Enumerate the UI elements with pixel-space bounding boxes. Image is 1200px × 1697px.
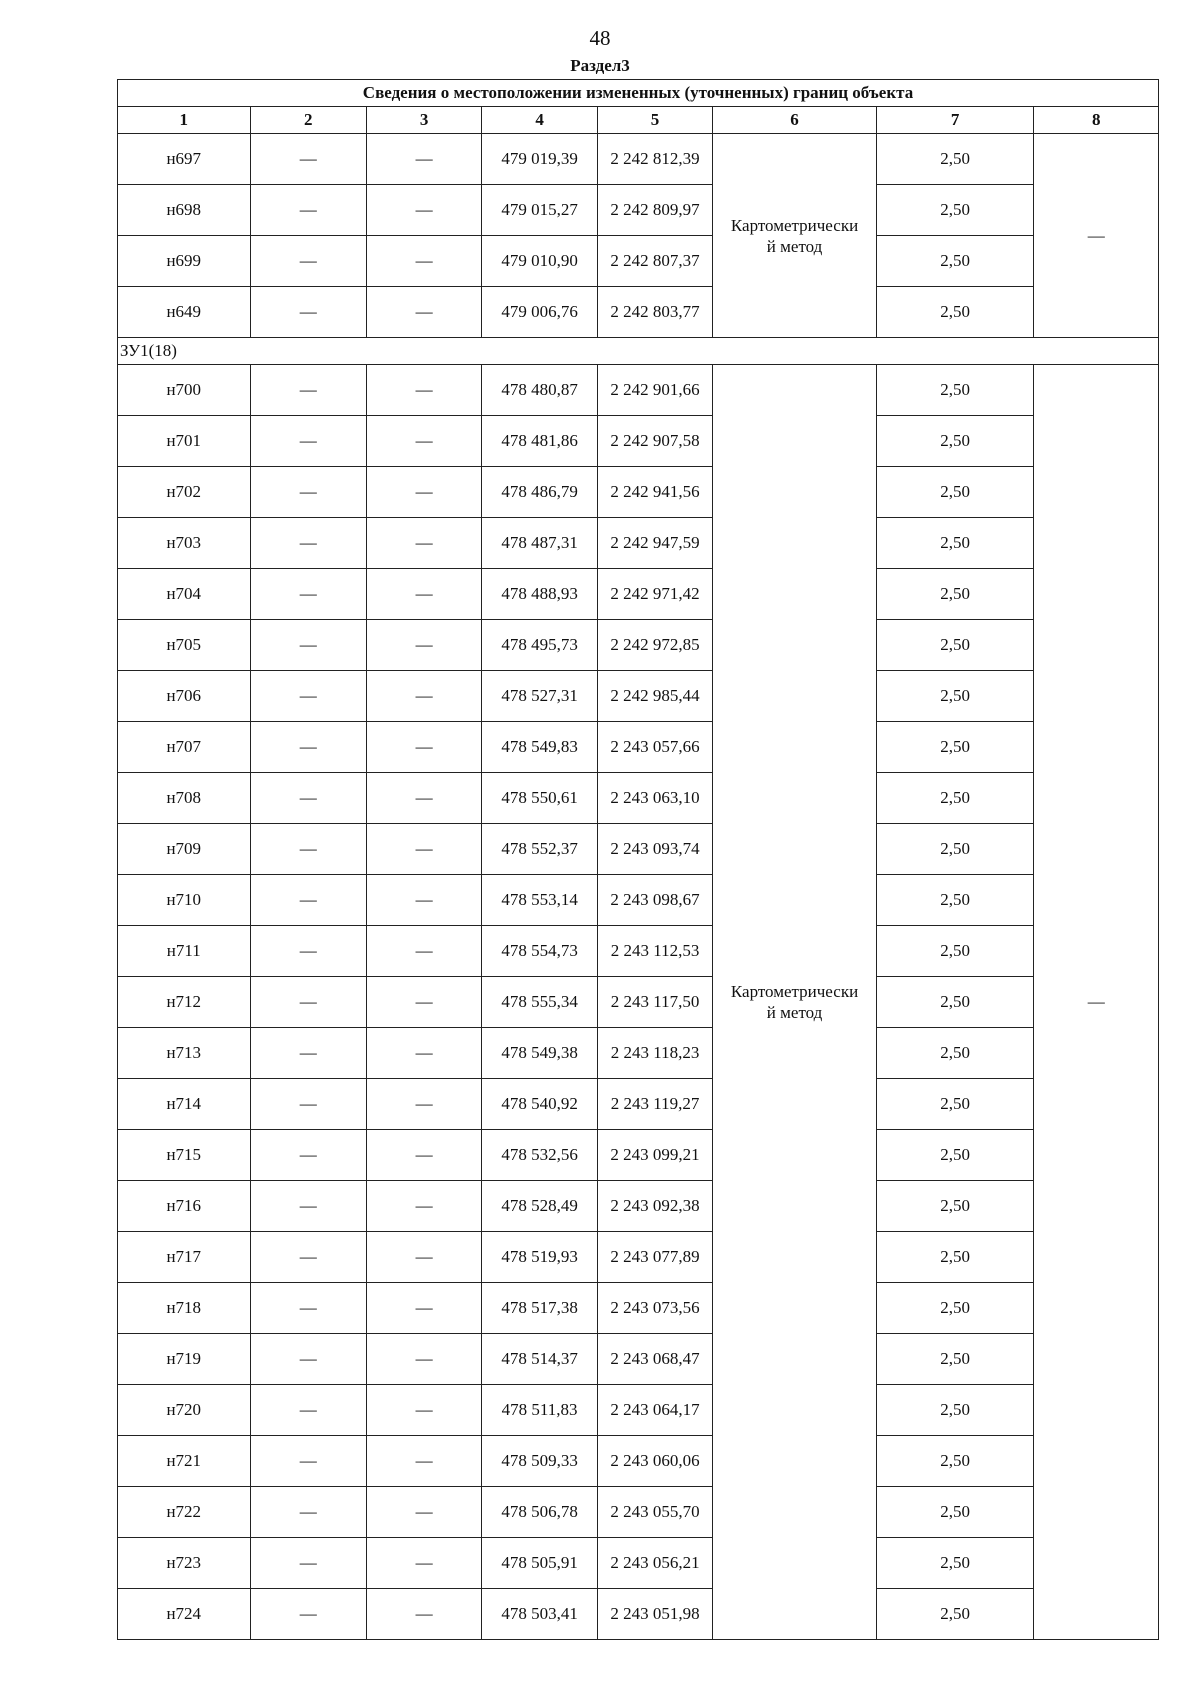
point-name-cell: н719 — [118, 1334, 251, 1385]
y-coordinate-cell: 2 243 092,38 — [597, 1181, 712, 1232]
point-name-cell: н701 — [118, 416, 251, 467]
table-row — [118, 236, 1159, 287]
column-8-cell: — — [1034, 365, 1159, 1640]
y-coordinate-cell: 2 242 941,56 — [597, 467, 712, 518]
table-row — [118, 671, 1159, 722]
accuracy-cell: 2,50 — [876, 416, 1034, 467]
column-3-cell: — — [366, 1334, 481, 1385]
column-2-cell: — — [250, 134, 366, 185]
column-2-cell: — — [250, 569, 366, 620]
accuracy-cell: 2,50 — [876, 1283, 1034, 1334]
column-2-cell: — — [250, 1130, 366, 1181]
accuracy-cell: 2,50 — [876, 287, 1034, 338]
column-3-cell: — — [366, 1436, 481, 1487]
table-row — [118, 773, 1159, 824]
column-2-cell: — — [250, 1487, 366, 1538]
y-coordinate-cell: 2 243 063,10 — [597, 773, 712, 824]
y-coordinate-cell: 2 243 118,23 — [597, 1028, 712, 1079]
x-coordinate-cell: 479 015,27 — [482, 185, 597, 236]
table-row — [118, 1130, 1159, 1181]
column-3-cell: — — [366, 671, 481, 722]
column-number-2: 2 — [250, 107, 366, 134]
column-3-cell: — — [366, 467, 481, 518]
y-coordinate-cell: 2 243 056,21 — [597, 1538, 712, 1589]
x-coordinate-cell: 478 553,14 — [482, 875, 597, 926]
column-3-cell: — — [366, 1283, 481, 1334]
column-3-cell: — — [366, 287, 481, 338]
accuracy-cell: 2,50 — [876, 977, 1034, 1028]
table-row — [118, 1232, 1159, 1283]
point-name-cell: н706 — [118, 671, 251, 722]
accuracy-cell: 2,50 — [876, 518, 1034, 569]
column-8-cell: — — [1034, 134, 1159, 338]
x-coordinate-cell: 478 486,79 — [482, 467, 597, 518]
column-2-cell: — — [250, 620, 366, 671]
y-coordinate-cell: 2 243 098,67 — [597, 875, 712, 926]
column-3-cell: — — [366, 1079, 481, 1130]
column-number-5: 5 — [597, 107, 712, 134]
column-2-cell: — — [250, 287, 366, 338]
point-name-cell: н723 — [118, 1538, 251, 1589]
x-coordinate-cell: 478 527,31 — [482, 671, 597, 722]
accuracy-cell: 2,50 — [876, 185, 1034, 236]
point-name-cell: н700 — [118, 365, 251, 416]
x-coordinate-cell: 478 540,92 — [482, 1079, 597, 1130]
y-coordinate-cell: 2 242 985,44 — [597, 671, 712, 722]
table-row — [118, 1436, 1159, 1487]
table-body — [118, 134, 1159, 1640]
x-coordinate-cell: 478 528,49 — [482, 1181, 597, 1232]
column-number-8: 8 — [1034, 107, 1159, 134]
column-3-cell: — — [366, 1181, 481, 1232]
accuracy-cell: 2,50 — [876, 722, 1034, 773]
column-2-cell: — — [250, 236, 366, 287]
point-name-cell: н704 — [118, 569, 251, 620]
accuracy-cell: 2,50 — [876, 1181, 1034, 1232]
column-3-cell: — — [366, 824, 481, 875]
table-row — [118, 416, 1159, 467]
table-row — [118, 134, 1159, 185]
table-row — [118, 824, 1159, 875]
point-name-cell: н724 — [118, 1589, 251, 1640]
group-label: ЗУ1(18) — [118, 338, 1159, 365]
x-coordinate-cell: 478 549,38 — [482, 1028, 597, 1079]
column-3-cell: — — [366, 1130, 481, 1181]
table-row — [118, 977, 1159, 1028]
column-3-cell: — — [366, 1487, 481, 1538]
table-row — [118, 569, 1159, 620]
point-name-cell: н710 — [118, 875, 251, 926]
accuracy-cell: 2,50 — [876, 1385, 1034, 1436]
accuracy-cell: 2,50 — [876, 773, 1034, 824]
accuracy-cell: 2,50 — [876, 824, 1034, 875]
point-name-cell: н713 — [118, 1028, 251, 1079]
column-number-6: 6 — [713, 107, 877, 134]
table-caption: Сведения о местоположении измененных (уточненных) границ объекта — [118, 80, 1159, 107]
point-name-cell: н715 — [118, 1130, 251, 1181]
y-coordinate-cell: 2 243 119,27 — [597, 1079, 712, 1130]
accuracy-cell: 2,50 — [876, 875, 1034, 926]
point-name-cell: н711 — [118, 926, 251, 977]
x-coordinate-cell: 478 552,37 — [482, 824, 597, 875]
y-coordinate-cell: 2 242 803,77 — [597, 287, 712, 338]
x-coordinate-cell: 478 555,34 — [482, 977, 597, 1028]
y-coordinate-cell: 2 242 809,97 — [597, 185, 712, 236]
column-2-cell: — — [250, 824, 366, 875]
column-2-cell: — — [250, 977, 366, 1028]
column-2-cell: — — [250, 185, 366, 236]
method-text-line-1: Картометрически — [730, 215, 859, 235]
accuracy-cell: 2,50 — [876, 1079, 1034, 1130]
y-coordinate-cell: 2 243 117,50 — [597, 977, 712, 1028]
column-3-cell: — — [366, 416, 481, 467]
accuracy-cell: 2,50 — [876, 1334, 1034, 1385]
column-number-1: 1 — [118, 107, 251, 134]
column-2-cell: — — [250, 1589, 366, 1640]
x-coordinate-cell: 478 505,91 — [482, 1538, 597, 1589]
table-row — [118, 1028, 1159, 1079]
method-text-line-2: й метод — [766, 1003, 823, 1022]
table-row — [118, 1181, 1159, 1232]
table-row — [118, 926, 1159, 977]
column-2-cell: — — [250, 518, 366, 569]
y-coordinate-cell: 2 243 055,70 — [597, 1487, 712, 1538]
point-name-cell: н707 — [118, 722, 251, 773]
y-coordinate-cell: 2 243 064,17 — [597, 1385, 712, 1436]
point-name-cell: н714 — [118, 1079, 251, 1130]
column-3-cell: — — [366, 977, 481, 1028]
x-coordinate-cell: 478 488,93 — [482, 569, 597, 620]
column-2-cell: — — [250, 926, 366, 977]
column-3-cell: — — [366, 518, 481, 569]
accuracy-cell: 2,50 — [876, 467, 1034, 518]
x-coordinate-cell: 479 006,76 — [482, 287, 597, 338]
column-3-cell: — — [366, 1385, 481, 1436]
x-coordinate-cell: 478 554,73 — [482, 926, 597, 977]
column-2-cell: — — [250, 1079, 366, 1130]
x-coordinate-cell: 478 511,83 — [482, 1385, 597, 1436]
y-coordinate-cell: 2 243 112,53 — [597, 926, 712, 977]
method-cell — [713, 134, 877, 338]
point-name-cell: н697 — [118, 134, 251, 185]
group-header-row — [118, 338, 1159, 365]
x-coordinate-cell: 478 532,56 — [482, 1130, 597, 1181]
method-cell — [713, 365, 877, 1640]
y-coordinate-cell: 2 243 073,56 — [597, 1283, 712, 1334]
x-coordinate-cell: 478 517,38 — [482, 1283, 597, 1334]
point-name-cell: н698 — [118, 185, 251, 236]
point-name-cell: н718 — [118, 1283, 251, 1334]
accuracy-cell: 2,50 — [876, 1538, 1034, 1589]
column-2-cell: — — [250, 467, 366, 518]
column-3-cell: — — [366, 365, 481, 416]
column-3-cell: — — [366, 875, 481, 926]
method-text-line-1: Картометрически — [730, 982, 859, 1001]
y-coordinate-cell: 2 243 057,66 — [597, 722, 712, 773]
accuracy-cell: 2,50 — [876, 134, 1034, 185]
y-coordinate-cell: 2 242 901,66 — [597, 365, 712, 416]
column-number-row — [118, 107, 1159, 134]
point-name-cell: н720 — [118, 1385, 251, 1436]
accuracy-cell: 2,50 — [876, 671, 1034, 722]
column-3-cell: — — [366, 773, 481, 824]
column-2-cell: — — [250, 1283, 366, 1334]
x-coordinate-cell: 478 481,86 — [482, 416, 597, 467]
column-2-cell: — — [250, 773, 366, 824]
column-3-cell: — — [366, 134, 481, 185]
column-3-cell: — — [366, 185, 481, 236]
table-row — [118, 1385, 1159, 1436]
table-row — [118, 1487, 1159, 1538]
point-name-cell: н722 — [118, 1487, 251, 1538]
table-row — [118, 467, 1159, 518]
y-coordinate-cell: 2 243 051,98 — [597, 1589, 712, 1640]
y-coordinate-cell: 2 243 099,21 — [597, 1130, 712, 1181]
column-3-cell: — — [366, 620, 481, 671]
x-coordinate-cell: 478 550,61 — [482, 773, 597, 824]
page-number: 48 — [589, 26, 611, 50]
x-coordinate-cell: 478 514,37 — [482, 1334, 597, 1385]
table-row — [118, 518, 1159, 569]
table-row — [118, 722, 1159, 773]
table-row — [118, 1283, 1159, 1334]
column-2-cell: — — [250, 671, 366, 722]
x-coordinate-cell: 478 549,83 — [482, 722, 597, 773]
table-row — [118, 365, 1159, 416]
accuracy-cell: 2,50 — [876, 1232, 1034, 1283]
point-name-cell: н721 — [118, 1436, 251, 1487]
column-2-cell: — — [250, 1028, 366, 1079]
column-2-cell: — — [250, 1436, 366, 1487]
y-coordinate-cell: 2 242 812,39 — [597, 134, 712, 185]
column-3-cell: — — [366, 1589, 481, 1640]
column-3-cell: — — [366, 1028, 481, 1079]
method-text-line-2: й метод — [766, 236, 823, 256]
y-coordinate-cell: 2 242 971,42 — [597, 569, 712, 620]
column-2-cell: — — [250, 416, 366, 467]
column-3-cell: — — [366, 236, 481, 287]
point-name-cell: н703 — [118, 518, 251, 569]
column-2-cell: — — [250, 1385, 366, 1436]
x-coordinate-cell: 479 010,90 — [482, 236, 597, 287]
table-row — [118, 620, 1159, 671]
y-coordinate-cell: 2 242 907,58 — [597, 416, 712, 467]
point-name-cell: н705 — [118, 620, 251, 671]
table-row — [118, 185, 1159, 236]
column-3-cell: — — [366, 1232, 481, 1283]
boundary-coordinates-table — [117, 79, 1159, 1640]
column-2-cell: — — [250, 365, 366, 416]
table-row — [118, 875, 1159, 926]
accuracy-cell: 2,50 — [876, 1028, 1034, 1079]
accuracy-cell: 2,50 — [876, 1589, 1034, 1640]
point-name-cell: н708 — [118, 773, 251, 824]
accuracy-cell: 2,50 — [876, 569, 1034, 620]
column-3-cell: — — [366, 722, 481, 773]
x-coordinate-cell: 478 509,33 — [482, 1436, 597, 1487]
column-3-cell: — — [366, 1538, 481, 1589]
point-name-cell: н716 — [118, 1181, 251, 1232]
column-3-cell: — — [366, 569, 481, 620]
x-coordinate-cell: 478 503,41 — [482, 1589, 597, 1640]
accuracy-cell: 2,50 — [876, 926, 1034, 977]
point-name-cell: н702 — [118, 467, 251, 518]
accuracy-cell: 2,50 — [876, 236, 1034, 287]
accuracy-cell: 2,50 — [876, 620, 1034, 671]
accuracy-cell: 2,50 — [876, 1436, 1034, 1487]
x-coordinate-cell: 478 495,73 — [482, 620, 597, 671]
x-coordinate-cell: 478 519,93 — [482, 1232, 597, 1283]
point-name-cell: н699 — [118, 236, 251, 287]
accuracy-cell: 2,50 — [876, 1130, 1034, 1181]
column-2-cell: — — [250, 875, 366, 926]
table-row — [118, 1538, 1159, 1589]
y-coordinate-cell: 2 243 077,89 — [597, 1232, 712, 1283]
column-2-cell: — — [250, 1538, 366, 1589]
table-row — [118, 1334, 1159, 1385]
table-row — [118, 1589, 1159, 1640]
column-number-7: 7 — [876, 107, 1034, 134]
x-coordinate-cell: 478 506,78 — [482, 1487, 597, 1538]
y-coordinate-cell: 2 243 068,47 — [597, 1334, 712, 1385]
y-coordinate-cell: 2 242 807,37 — [597, 236, 712, 287]
y-coordinate-cell: 2 243 060,06 — [597, 1436, 712, 1487]
point-name-cell: н709 — [118, 824, 251, 875]
point-name-cell: н717 — [118, 1232, 251, 1283]
column-2-cell: — — [250, 1181, 366, 1232]
table-row — [118, 1079, 1159, 1130]
x-coordinate-cell: 478 487,31 — [482, 518, 597, 569]
point-name-cell: н712 — [118, 977, 251, 1028]
column-number-4: 4 — [482, 107, 597, 134]
y-coordinate-cell: 2 243 093,74 — [597, 824, 712, 875]
column-2-cell: — — [250, 722, 366, 773]
column-2-cell: — — [250, 1232, 366, 1283]
y-coordinate-cell: 2 242 947,59 — [597, 518, 712, 569]
table-row — [118, 287, 1159, 338]
accuracy-cell: 2,50 — [876, 1487, 1034, 1538]
accuracy-cell: 2,50 — [876, 365, 1034, 416]
point-name-cell: н649 — [118, 287, 251, 338]
column-3-cell: — — [366, 926, 481, 977]
x-coordinate-cell: 478 480,87 — [482, 365, 597, 416]
section-title: Раздел3 — [570, 56, 630, 75]
column-2-cell: — — [250, 1334, 366, 1385]
column-number-3: 3 — [366, 107, 481, 134]
x-coordinate-cell: 479 019,39 — [482, 134, 597, 185]
y-coordinate-cell: 2 242 972,85 — [597, 620, 712, 671]
